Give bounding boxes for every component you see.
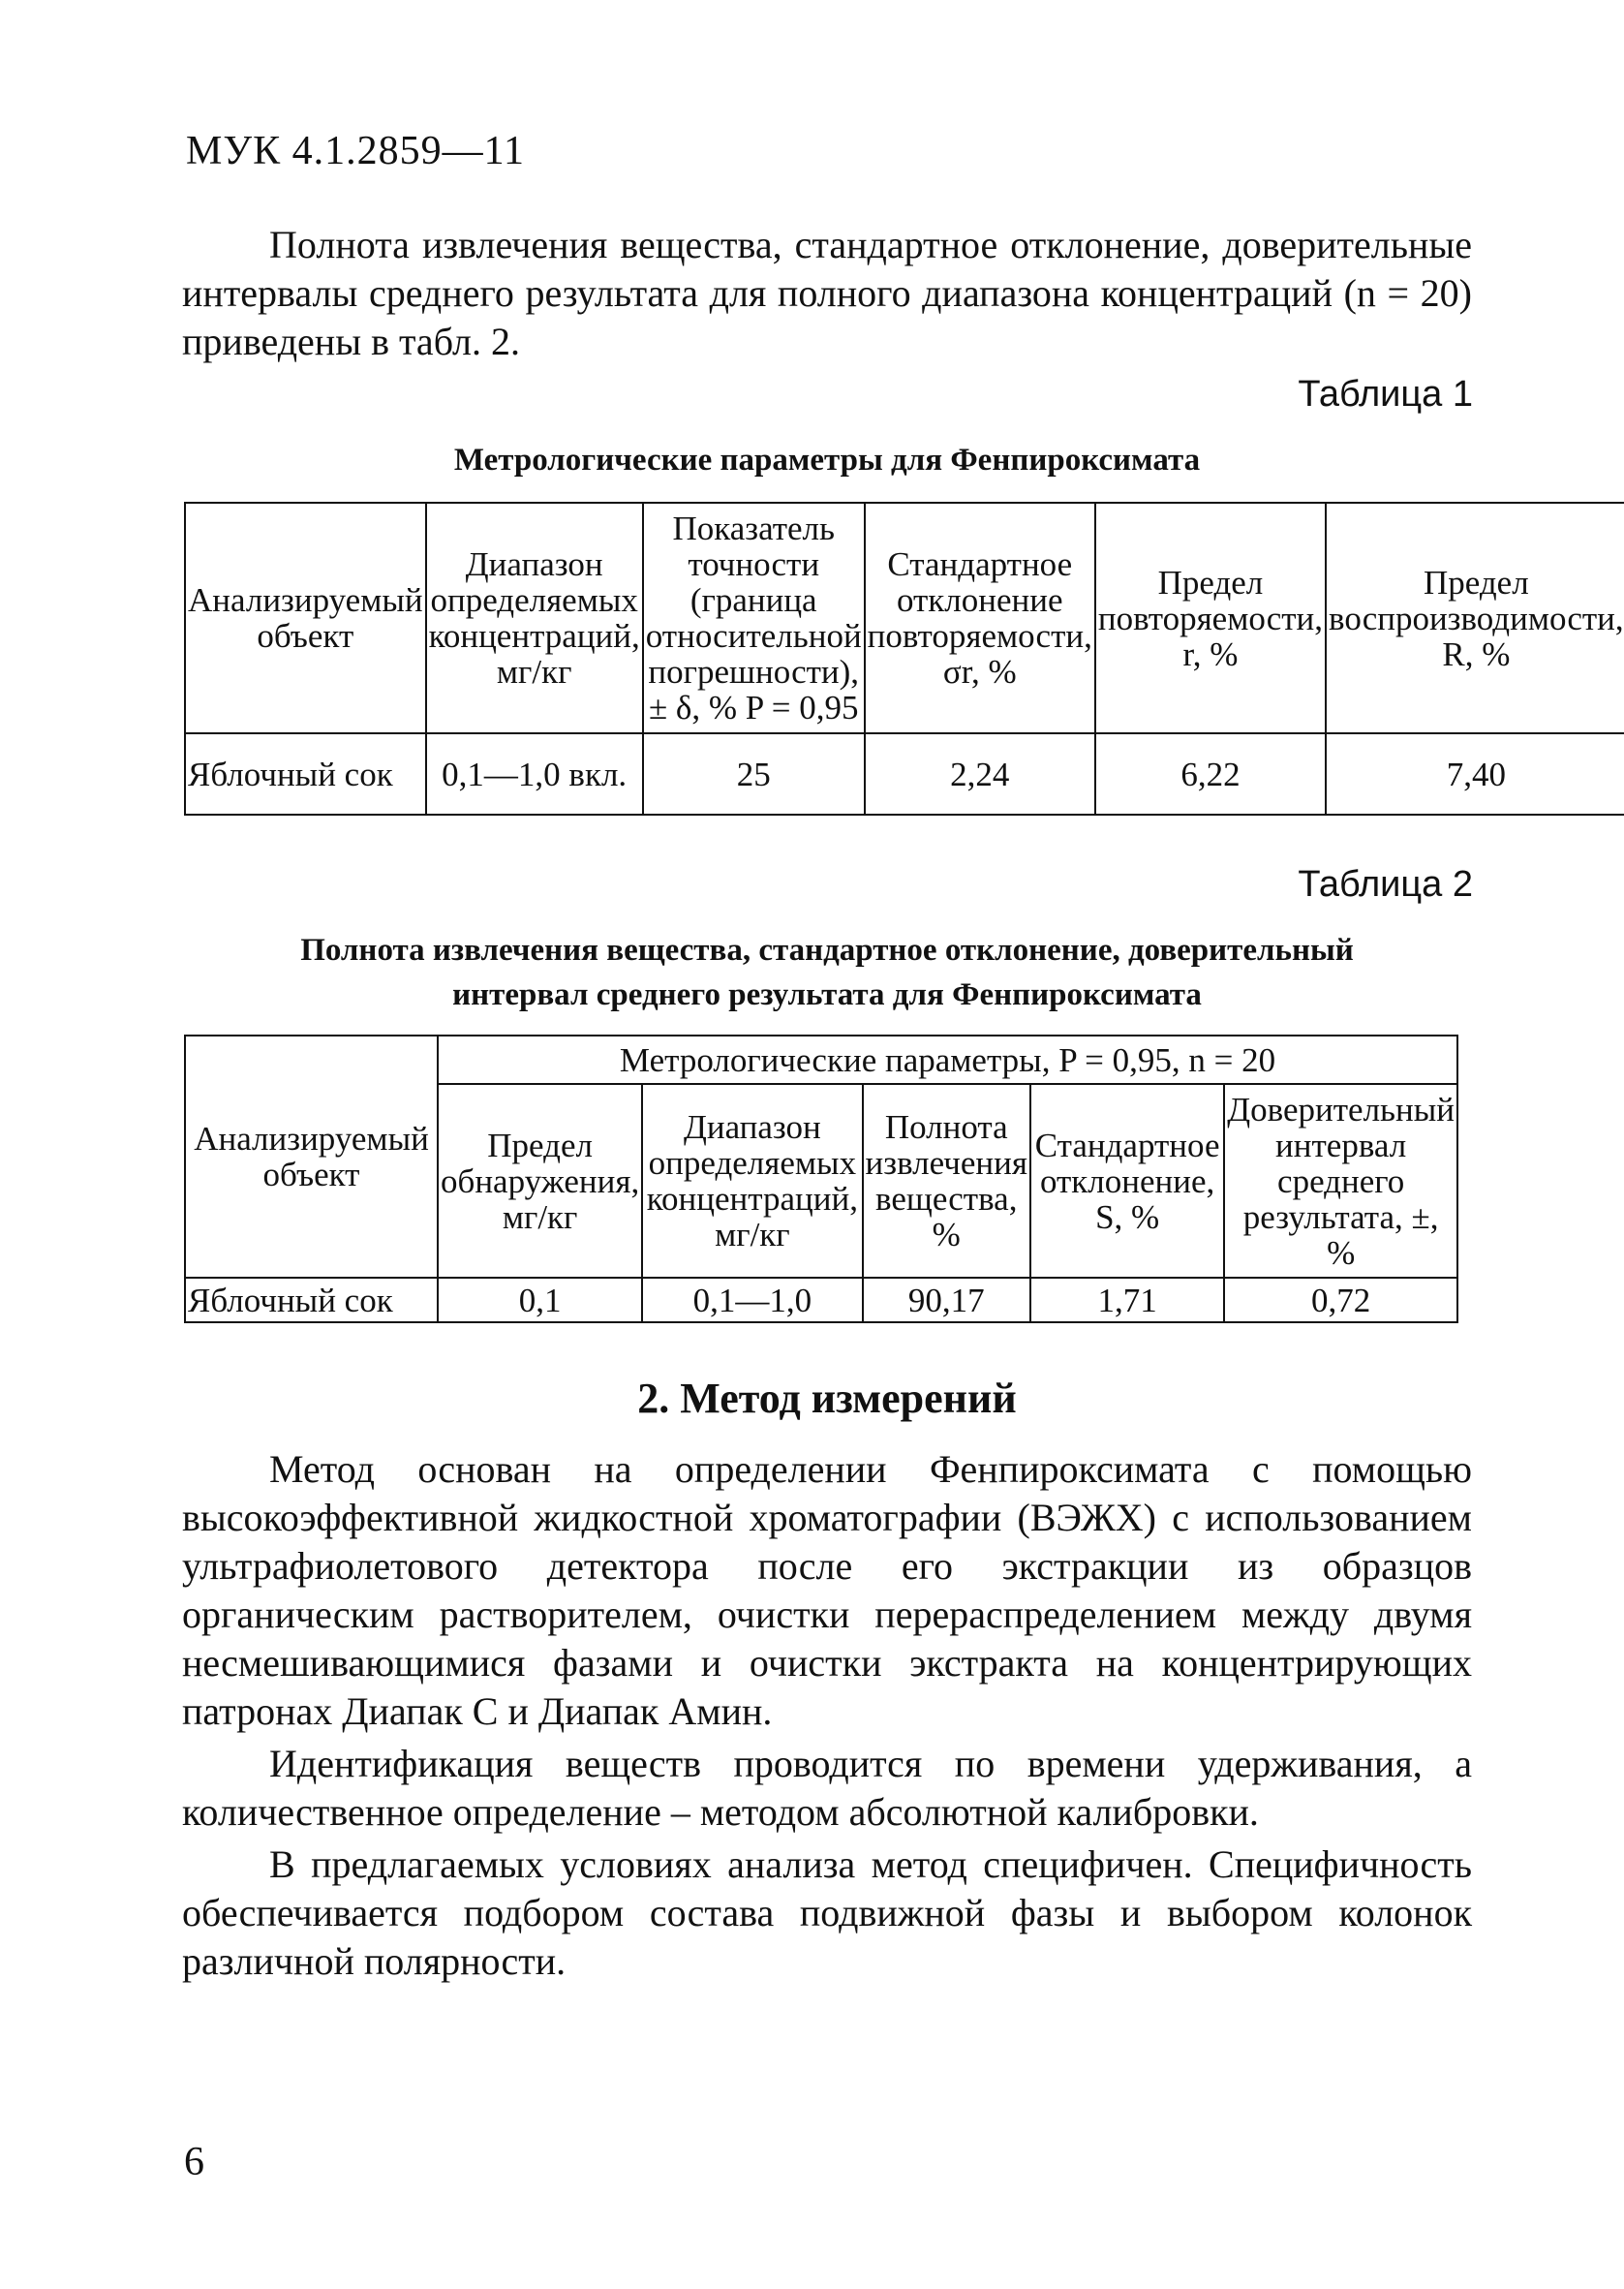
- table1-cell: 0,1—1,0 вкл.: [426, 733, 643, 815]
- table1-header-cell: Анализируемый объект: [185, 503, 426, 733]
- page-number: 6: [184, 2140, 204, 2184]
- intro-paragraph: Полнота извлечения вещества, стандартное отклонение, доверительные интервалы среднего результата для полного диапазона концентраций (n = 20) приведены в табл. 2.: [182, 223, 1472, 363]
- table1-header-cell: Предел повторяемости, r, %: [1095, 503, 1326, 733]
- table2-cell: Яблочный сок: [185, 1278, 438, 1322]
- table1-header-cell: Стандартное отклонение повторяемости, σr, %: [865, 503, 1095, 733]
- table2-row: [185, 1278, 1457, 1322]
- table1-label: Таблица 1: [1298, 374, 1473, 415]
- section-heading: 2. Метод измерений: [637, 1375, 1017, 1422]
- table2-title-line1: Полнота извлечения вещества, стандартное отклонение, доверительный: [300, 933, 1354, 968]
- table2-header-cell: Стандартное отклонение, S, %: [1030, 1084, 1224, 1278]
- table2: [184, 1035, 1458, 1323]
- table2-title-line2: интервал среднего результата для Фенпироксимата: [452, 977, 1202, 1012]
- table1-cell: 25: [643, 733, 865, 815]
- table2-header-cell: Анализируемый объект: [185, 1036, 438, 1278]
- table2-header-cell: Доверительный интервал среднего результата, ±, %: [1224, 1084, 1457, 1278]
- table2-group-header: Метрологические параметры, P = 0,95, n = 20: [438, 1036, 1457, 1084]
- table2-cell: 1,71: [1030, 1278, 1224, 1322]
- table2-header-cell: Предел обнаружения, мг/кг: [438, 1084, 642, 1278]
- section-paragraph: В предлагаемых условиях анализа метод специфичен. Специфичность обеспечивается подбором состава подвижной фазы и выбором колонок различной полярности.: [182, 1842, 1472, 1983]
- section-paragraph: Метод основан на определении Фенпироксимата с помощью высокоэффективной жидкостной хроматографии (ВЭЖХ) с использованием ультрафиолетового детектора после его экстракции из образцов органическим растворителем, очистки перераспределением между двумя несмешивающимися фазами и очистки экстракта на концентрирующих патронах Диапак С и Диапак Амин.: [182, 1447, 1472, 1733]
- table2-header-cell: Диапазон определяемых концентраций, мг/кг: [642, 1084, 862, 1278]
- table1-title: Метрологические параметры для Фенпироксимата: [453, 443, 1201, 478]
- table1-row: [185, 733, 1624, 815]
- table1-header-cell: Показатель точности (граница относительной погрешности), ± δ, % P = 0,95: [643, 503, 865, 733]
- table2-cell: 0,1—1,0: [642, 1278, 862, 1322]
- table1-cell: 6,22: [1095, 733, 1326, 815]
- table1-cell: Яблочный сок: [185, 733, 426, 815]
- table1-cell: 7,40: [1326, 733, 1624, 815]
- document-header: МУК 4.1.2859—11: [186, 129, 526, 173]
- table2-cell: 90,17: [863, 1278, 1030, 1322]
- table2-cell: 0,1: [438, 1278, 642, 1322]
- table1-header-cell: Диапазон определяемых концентраций, мг/кг: [426, 503, 643, 733]
- table1-header-row: [185, 503, 1624, 733]
- table2-group-header-row: [185, 1036, 1457, 1084]
- table2-header-cell: Полнота извлечения вещества, %: [863, 1084, 1030, 1278]
- table1-cell: 2,24: [865, 733, 1095, 815]
- table1-header-cell: Предел воспроизводимости, R, %: [1326, 503, 1624, 733]
- table1: [184, 502, 1624, 816]
- table2-label: Таблица 2: [1298, 864, 1473, 905]
- section-paragraph: Идентификация веществ проводится по времени удерживания, а количественное определение – методом абсолютной калибровки.: [182, 1742, 1472, 1834]
- table2-cell: 0,72: [1224, 1278, 1457, 1322]
